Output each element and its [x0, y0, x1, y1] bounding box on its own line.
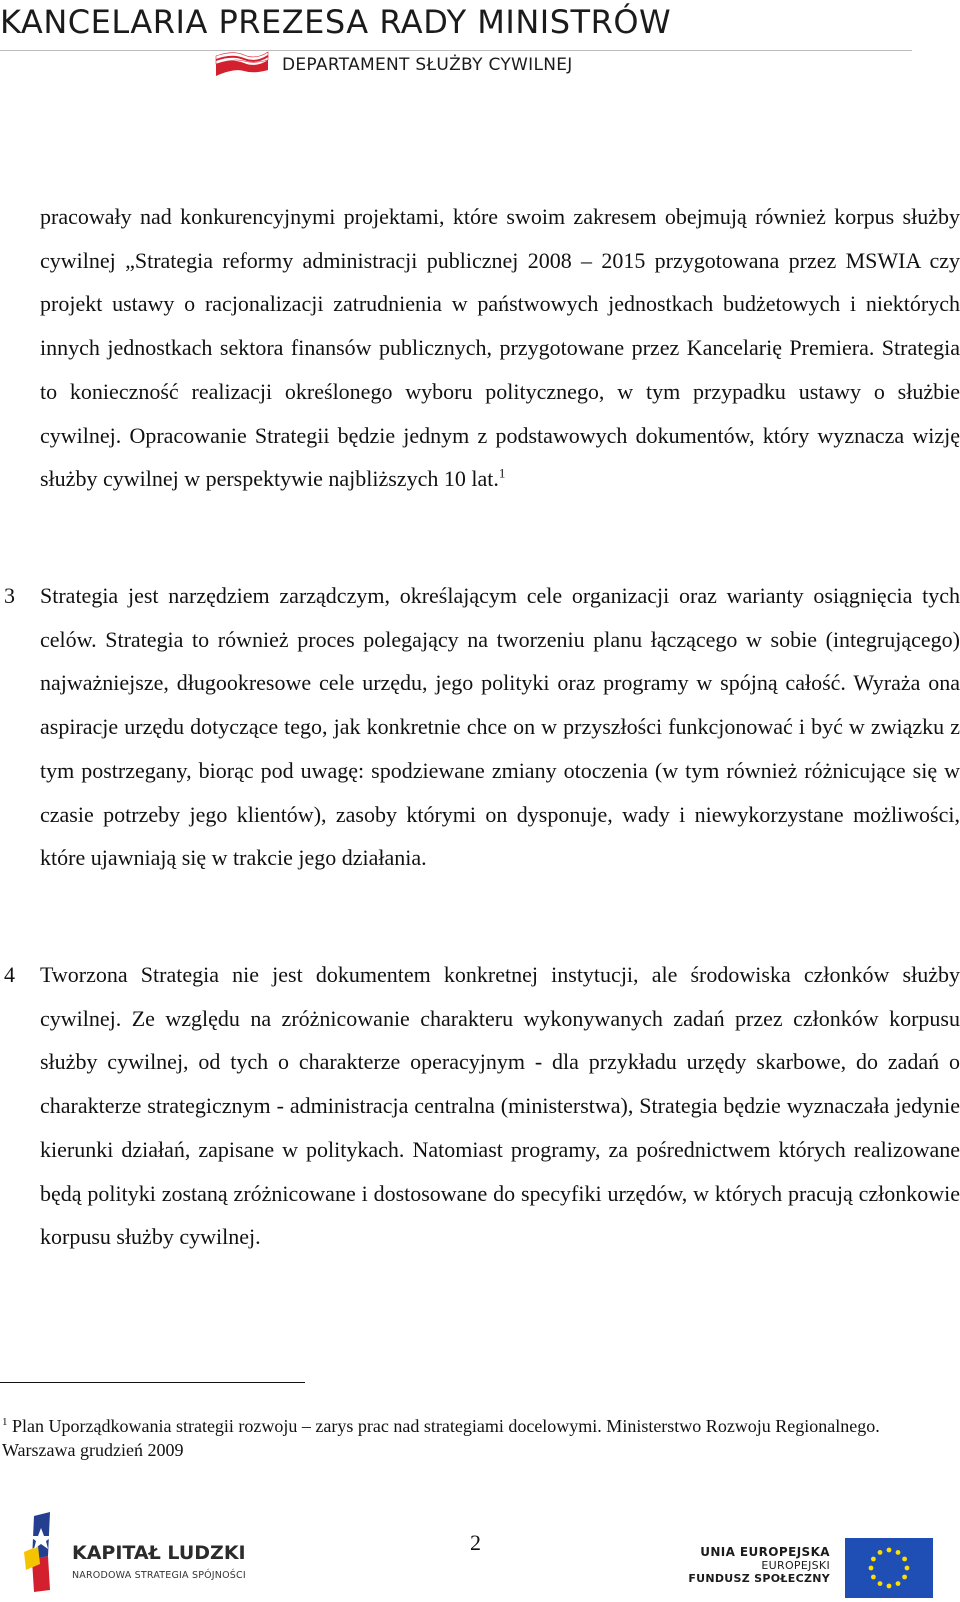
paragraph-3: Strategia jest narzędziem zarządczym, określającym cele organizacji oraz warianty osiągnięcia tych celów. Strategia to również proces polegający na tworzeniu planu łączącego w sobie (integrującego) najważniejsze, długookresowe cele urzędu, jego polityki oraz programy w spójną całość. Wyraża ona aspiracje urzędu dotyczące tego, jak konkretnie chce on w przyszłości funkcjonować i być w związku z tym postrzegany, biorąc pod uwagę: spodziewane zmiany otoczenia (w tym również różnicujące się w czasie potrzeby jego klientów), zasoby którymi on dysponuje, wady i niewykorzystane możliwości, które ujawniają się w trakcie jego działania.: [40, 583, 960, 871]
footnote-text: Plan Uporządkowania strategii rozwoju – zarys prac nad strategiami docelowymi. Ministerstwo Rozwoju Regionalnego. Warszawa grudzień 2009: [2, 1416, 880, 1460]
header-title: KANCELARIA PREZESA RADY MINISTRÓW: [0, 3, 672, 41]
header-subtitle: DEPARTAMENT SŁUŻBY CYWILNEJ: [282, 55, 573, 75]
paragraph-4: Tworzona Strategia nie jest dokumentem konkretnej instytucji, ale środowiska członków służby cywilnej. Ze względu na zróżnicowanie charakteru wykonywanych zadań przez członków korpusu służby cywilnej, od tych o charakterze operacyjnym - dla przykładu urzędy skarbowe, do zadań o charakterze strategicznym - administracja centralna (ministerstwa), Strategia będzie wyznaczała jedynie kierunki działań, zapisane w politykach. Natomiast programy, za pośrednictwem których realizowane będą polityki zostaną zróżnicowane i dostosowane do specyfiki urzędów, w których pracują członkowie korpusu służby cywilnej.: [40, 962, 960, 1250]
page-number: 2: [470, 1530, 481, 1555]
polish-flag-icon: [214, 50, 270, 78]
footnote: [2, 1414, 952, 1462]
paragraph-number: 4: [4, 962, 15, 987]
kapital-ludzki-title: KAPITAŁ LUDZKI: [72, 1542, 246, 1564]
kapital-ludzki-subtitle: NARODOWA STRATEGIA SPÓJNOŚCI: [72, 1570, 246, 1581]
paragraph-continued: [40, 195, 960, 501]
eu-fund-label: [688, 1545, 830, 1585]
eu-label-line3: FUNDUSZ SPOŁECZNY: [688, 1572, 830, 1585]
footnote-marker: 1: [2, 1416, 8, 1428]
kapital-ludzki-logo-icon: [20, 1512, 62, 1592]
footnote-reference: 1: [498, 465, 506, 481]
eu-label-line2: EUROPEJSKI: [761, 1559, 830, 1572]
eu-label-line1: UNIA EUROPEJSKA: [700, 1545, 830, 1559]
eu-flag-icon: [845, 1538, 933, 1598]
paragraph-number: 3: [4, 583, 15, 608]
header-divider: [0, 50, 912, 51]
paragraph-continued-text: pracowały nad konkurencyjnymi projektami, które swoim zakresem obejmują również korpus służby cywilnej „Strategia reformy administracji publicznej 2008 – 2015 przygotowana przez MSWIA czy projekt ustawy o racjonalizacji zatrudnienia w państwowych jednostkach budżetowych i niektórych innych jednostkach sektora finansów publicznych, przygotowane przez Kancelarię Premiera. Strategia to konieczność realizacji określonego wyboru politycznego, w tym przypadku ustawy o służbie cywilnej. Opracowanie Strategii będzie jednym z podstawowych dokumentów, który wyznacza wizję służby cywilnej w perspektywie najbliższych 10 lat.: [40, 204, 960, 492]
footnote-divider: [0, 1382, 305, 1383]
